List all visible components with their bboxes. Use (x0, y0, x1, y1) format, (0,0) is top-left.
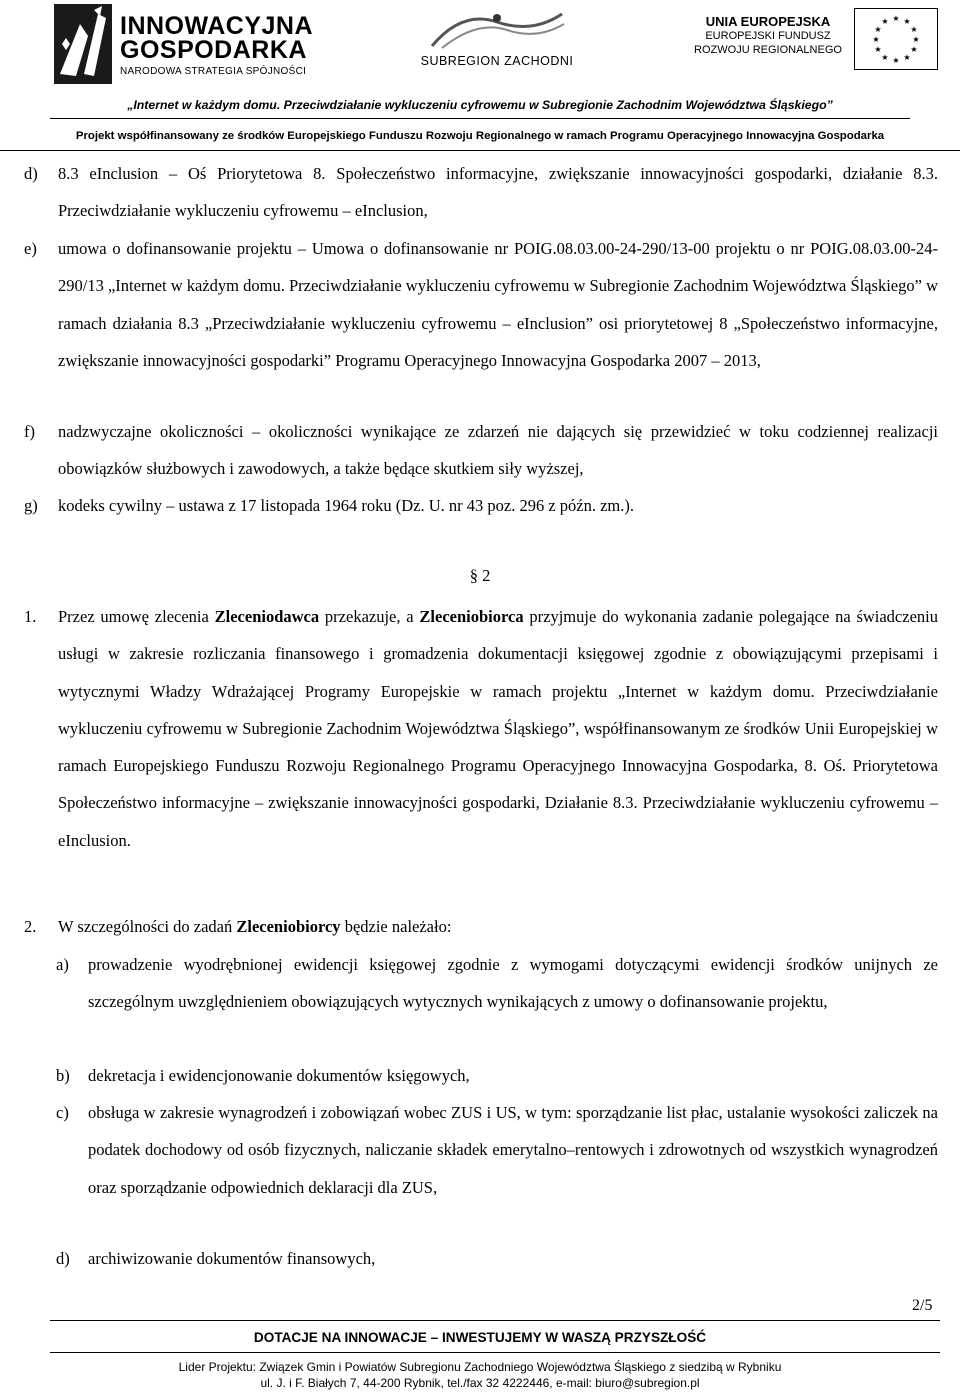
svg-text:★: ★ (903, 53, 911, 62)
svg-text:★: ★ (881, 17, 889, 26)
paragraph-1 (24, 598, 938, 859)
task-item-c (56, 1094, 938, 1206)
item-marker: f) (24, 422, 35, 441)
eu-subtitle-2: ROZWOJU REGIONALNEGO (694, 44, 842, 56)
item-marker: b) (56, 1066, 70, 1085)
svg-text:★: ★ (892, 56, 900, 65)
paragraph-marker: 1. (24, 607, 37, 626)
paragraph-bold-term: Zleceniobiorca (419, 607, 524, 626)
paragraph-text: Przez umowę zlecenia (58, 607, 215, 626)
paragraph-bold-term: Zleceniobiorcy (236, 917, 341, 936)
item-marker: d) (56, 1249, 70, 1268)
paragraph-marker: 2. (24, 917, 37, 936)
ig-logo-mark-icon (54, 4, 112, 84)
innowacyjna-gospodarka-logo (54, 4, 314, 84)
page-number: 2/5 (912, 1297, 933, 1314)
item-marker: e) (24, 239, 37, 258)
svg-text:★: ★ (874, 25, 882, 34)
definition-item-f (24, 413, 938, 488)
item-text: obsługa w zakresie wynagrodzeń i zobowiązań wobec ZUS i US, w tym: sporządzanie list płac, ustalanie wysokości zaliczek na podatek dochodowy od osób fizycznych, naliczanie składek emerytalno–rentowych i zdrowotnych od wszystkich wynagrodzeń oraz sporządzanie odpowiednich deklaracji dla ZUS, (88, 1103, 938, 1197)
item-marker: c) (56, 1103, 69, 1122)
svg-text:★: ★ (912, 35, 920, 44)
eu-subtitle-1: EUROPEJSKI FUNDUSZ (705, 30, 831, 42)
eu-flag-icon (854, 8, 938, 70)
header-divider-bottom (0, 150, 960, 151)
subregion-logo-text: SUBREGION ZACHODNI (420, 54, 574, 68)
task-item-d (56, 1240, 938, 1277)
paragraph-text: przyjmuje do wykonania zadanie polegające na świadczeniu usługi w zakresie rozliczania finansowego i gromadzenia dokumentacji księgowej zgodnie z obowiązującymi przepisami i wytycznymi Władzy Wdrażającej Programy Europejskie w ramach projektu „Internet w każdym domu. Przeciwdziałanie wykluczeniu cyfrowemu w Subregionie Zachodnim Województwa Śląskiego”, współfinansowanym ze środków Unii Europejskiej w ramach Europejskiego Funduszu Rozwoju Regionalnego Programu Operacyjnego Innowacyjna Gospodarka, 8. Oś. Priorytetowa Społeczeństwo informacyjne – zwiększanie innowacyjności gospodarki, Działanie 8.3. Przeciwdziałanie wykluczeniu cyfrowemu – eInclusion. (58, 607, 938, 850)
item-text: prowadzenie wyodrębnionej ewidencji księgowej zgodnie z wymogami dotyczącymi ewidencji środków unijnych ze szczególnym uwzględnieniem obowiązujących wytycznych wynikających z umowy o dofinansowanie projektu, (88, 955, 938, 1012)
item-text: 8.3 eInclusion – Oś Priorytetowa 8. Społeczeństwo informacyjne, zwiększanie innowacyjności gospodarki, działanie 8.3. Przeciwdziałanie wykluczeniu cyfrowemu – eInclusion, (58, 164, 938, 221)
project-title-line: „Internet w każdym domu. Przeciwdziałanie wykluczeniu cyfrowemu w Subregionie Zachodnim Województwa Śląskiego” (127, 98, 833, 112)
task-item-a (56, 946, 938, 1021)
svg-text:★: ★ (872, 35, 880, 44)
svg-text:★: ★ (910, 45, 918, 54)
paragraph-2 (24, 908, 938, 945)
definition-item-d (24, 155, 938, 230)
subregion-zachodni-logo (414, 8, 580, 72)
logo-title-line-2: GOSPODARKA (120, 36, 307, 64)
eu-logo (688, 8, 948, 78)
paragraph-text: przekazuje, a (319, 607, 420, 626)
subregion-logo-mark-icon (422, 8, 572, 52)
item-marker: a) (56, 955, 69, 974)
paragraph-text: będzie należało: (340, 917, 452, 936)
paragraph-bold-term: Zleceniodawca (214, 607, 320, 626)
item-text: nadzwyczajne okoliczności – okoliczności wynikające ze zdarzeń nie dających się przewidzieć w toku codziennej realizacji obowiązków służbowych i zawodowych, a także będące skutkiem siły wyższej, (58, 422, 938, 479)
footer-divider-bottom (50, 1352, 940, 1353)
definition-item-e (24, 230, 938, 379)
paragraph-text: W szczególności do zadań (58, 917, 237, 936)
cofinance-line: Projekt współfinansowany ze środków Europejskiego Funduszu Rozwoju Regionalnego w ramach Programu Operacyjnego Innowacyjna Gospodarka (75, 130, 885, 142)
page-header (0, 0, 960, 150)
item-text: kodeks cywilny – ustawa z 17 listopada 1964 roku (Dz. U. nr 43 poz. 296 z późn. zm.). (58, 496, 635, 515)
eu-title: UNIA EUROPEJSKA (705, 14, 831, 29)
definition-item-g (24, 487, 938, 524)
logo-subtitle: NARODOWA STRATEGIA SPÓJNOŚCI (120, 66, 307, 77)
section-heading: § 2 (469, 566, 491, 585)
footer-leader: Lider Projektu: Związek Gmin i Powiatów Subregionu Zachodniego Województwa Śląskiego z siedzibą w Rybniku (178, 1360, 782, 1374)
footer-slogan: DOTACJE NA INNOWACJE – INWESTUJEMY W WASZĄ PRZYSZŁOŚĆ (253, 1330, 707, 1345)
item-text: umowa o dofinansowanie projektu – Umowa o dofinansowanie nr POIG.08.03.00-24-290/13-00 projektu o nr POIG.08.03.00-24-290/13 „Internet w każdym domu. Przeciwdziałanie wykluczeniu cyfrowemu w Subregionie Zachodnim Województwa Śląskiego” w ramach działania 8.3 „Przeciwdziałanie wykluczeniu cyfrowemu – eInclusion” osi priorytetowej 8 „Społeczeństwo informacyjne, zwiększanie innowacyjności gospodarki” Programu Operacyjnego Innowacyjna Gospodarka 2007 – 2013, (58, 239, 938, 370)
item-text: archiwizowanie dokumentów finansowych, (88, 1249, 376, 1268)
svg-text:★: ★ (874, 45, 882, 54)
svg-text:★: ★ (881, 53, 889, 62)
logo-title-line-1: INNOWACYJNA (120, 12, 314, 40)
item-text: dekretacja i ewidencjonowanie dokumentów księgowych, (88, 1066, 470, 1085)
svg-text:★: ★ (910, 25, 918, 34)
item-marker: g) (24, 496, 38, 515)
footer-address: ul. J. i F. Białych 7, 44-200 Rybnik, tel./fax 32 4222446, e-mail: biuro@subregion.pl (260, 1376, 700, 1390)
task-item-b (56, 1057, 938, 1094)
item-marker: d) (24, 164, 38, 183)
svg-text:★: ★ (903, 17, 911, 26)
footer-divider (50, 1320, 940, 1321)
svg-text:★: ★ (892, 14, 900, 23)
header-divider (50, 118, 910, 119)
